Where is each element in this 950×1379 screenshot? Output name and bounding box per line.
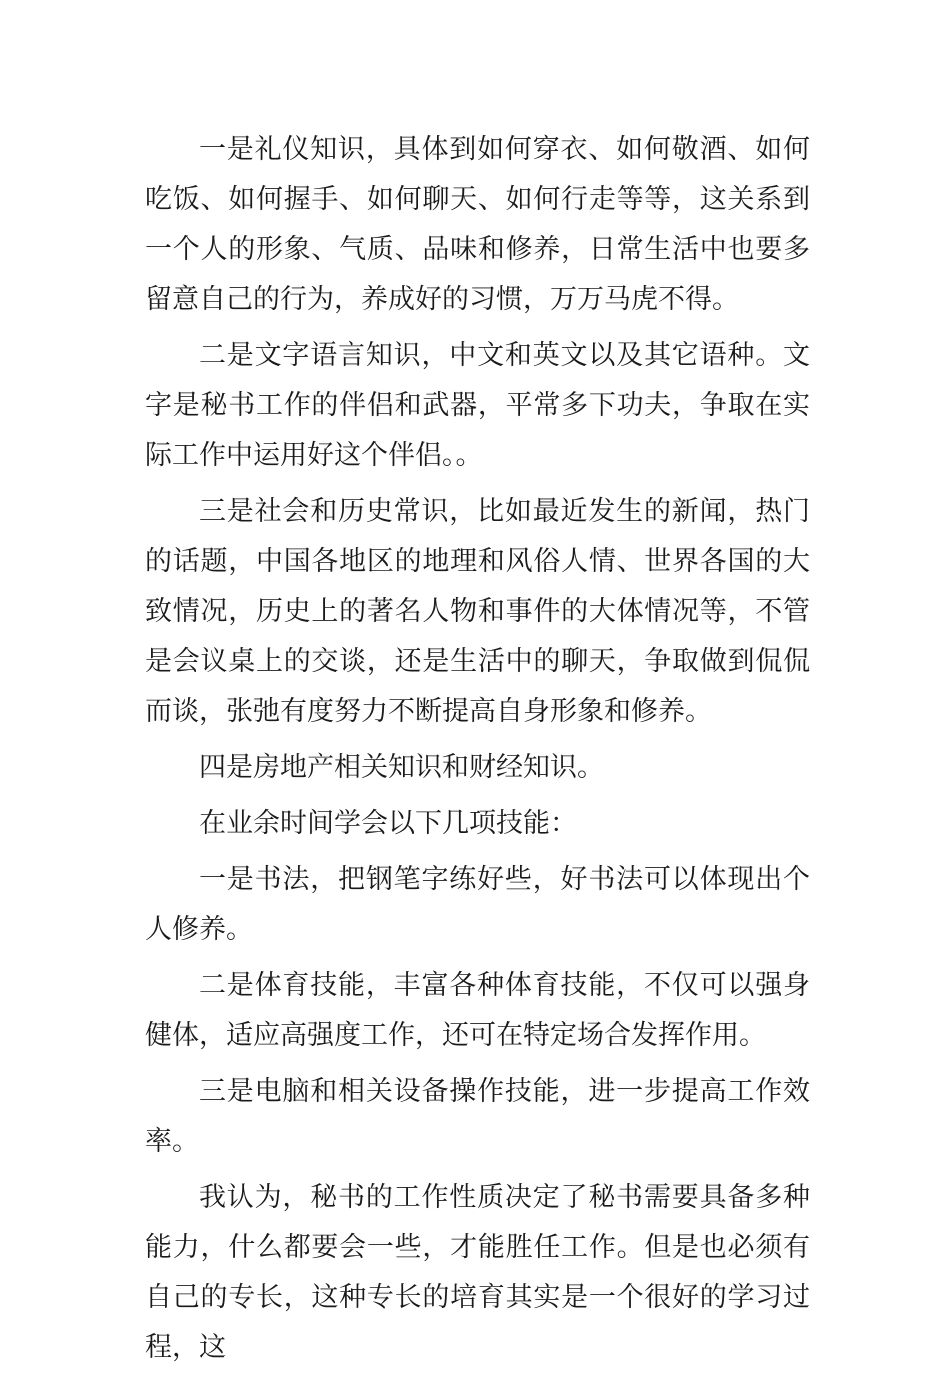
paragraph-sports: 二是体育技能，丰富各种体育技能，不仅可以强身健体，适应高强度工作，还可在特定场合发挥作用。 (145, 970, 810, 1051)
paragraph-social-history: 三是社会和历史常识，比如最近发生的新闻，热门的话题，中国各地区的地理和风俗人情、世界各国的大致情况，历史上的著名人物和事件的大体情况等，不管是会议桌上的交谈，还是生活中的聊天，争取做到侃侃而谈，张弛有度努力不断提高自身形象和修养。 (145, 496, 810, 727)
paragraph-calligraphy: 一是书法，把钢笔字练好些，好书法可以体现出个人修养。 (145, 864, 810, 945)
paragraph-real-estate: 四是房地产相关知识和财经知识。 (199, 752, 604, 783)
paragraph-etiquette: 一是礼仪知识，具体到如何穿衣、如何敬酒、如何吃饭、如何握手、如何聊天、如何行走等等，这关系到一个人的形象、气质、品味和修养，日常生活中也要多留意自己的行为，养成好的习惯，万万马虎不得。 (145, 134, 810, 315)
document-body (145, 125, 810, 1379)
paragraph-conclusion: 我认为，秘书的工作性质决定了秘书需要具备多种能力，什么都要会一些，才能胜任工作。但是也必须有自己的专长，这种专长的培育其实是一个很好的学习过程，这 (145, 1182, 810, 1363)
paragraph-language: 二是文字语言知识，中文和英文以及其它语种。文字是秘书工作的伴侣和武器，平常多下功夫，争取在实际工作中运用好这个伴侣。。 (145, 340, 810, 471)
paragraph-computer: 三是电脑和相关设备操作技能，进一步提高工作效率。 (145, 1076, 810, 1157)
paragraph-skills-intro: 在业余时间学会以下几项技能： (199, 808, 577, 839)
